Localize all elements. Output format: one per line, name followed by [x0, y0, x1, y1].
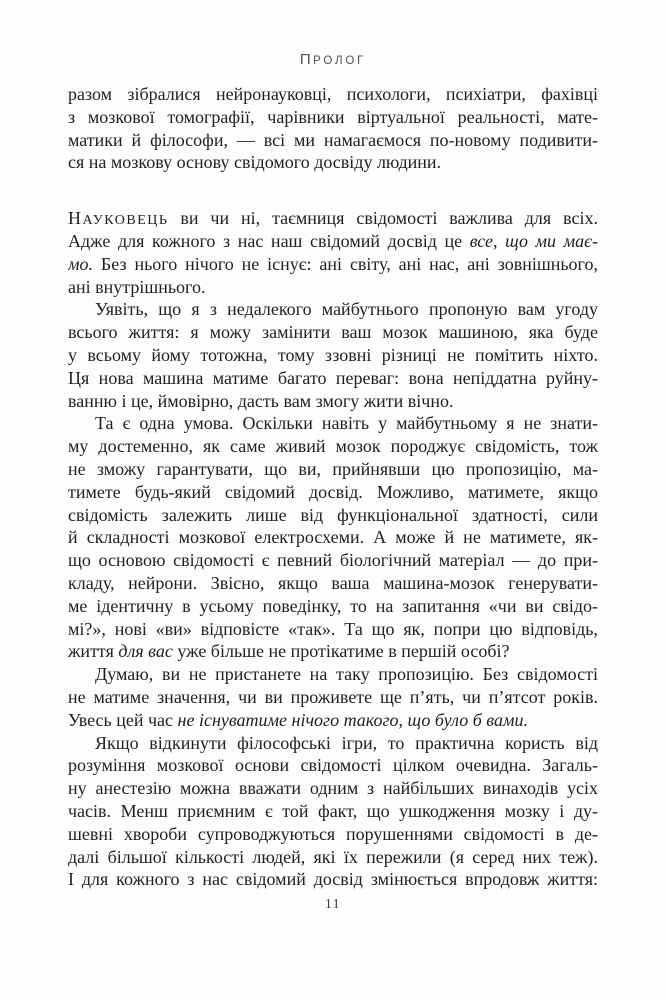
text-run: матики й філософи, — всі ми намагаємося по-новому подивити-	[68, 129, 598, 150]
text-run: ані внутрішнього.	[68, 276, 206, 297]
text-run: тимете будь-який свідомий досвід. Можливо, матимете, якщо	[68, 481, 598, 502]
text-line	[68, 640, 598, 663]
text-line	[68, 412, 598, 435]
text-run: ме ідентичну в усьому поведінку, то на запитання «чи ви свідо-	[68, 595, 598, 616]
text-run: всього життя: я можу замінити ваш мозок машиною, яка буде	[68, 322, 598, 343]
text-line	[68, 321, 598, 344]
text-run: Думаю, ви не пристанете на таку пропозицію. Без свідомості	[95, 664, 598, 685]
text-line	[68, 276, 598, 299]
text-line	[68, 435, 598, 458]
text-run: Ця нова машина матиме багато переваг: вона непіддатна руйну-	[68, 367, 598, 388]
running-header-rest: РОЛОГ	[313, 55, 367, 67]
text-run: Без нього нічого не існує: ані світу, ані нас, ані зовнішнього,	[93, 253, 598, 274]
italic-text-run: все, що ми має-	[469, 230, 598, 251]
text-line	[68, 686, 598, 709]
text-line	[68, 83, 598, 106]
paragraph	[68, 207, 598, 298]
text-run: му достеменно, як саме живий мозок породжує свідомість, тож	[68, 436, 598, 457]
text-run: Якщо відкинути філософські ігри, то практична користь від	[95, 732, 598, 753]
text-run: кладу, нейрони. Звісно, якщо ваша машина-мозок генерувати-	[68, 572, 598, 593]
text-line	[68, 663, 598, 686]
text-line	[68, 549, 598, 572]
text-run: у всьому йому тотожна, тому ззовні різниці не помітить ніхто.	[68, 344, 598, 365]
text-run: не зможу гарантувати, що ви, прийнявши цю пропозицію, ма-	[68, 458, 598, 479]
text-run: Увесь цей час	[68, 709, 178, 730]
italic-text-run: не існуватиме нічого такого, що було б вами.	[177, 709, 528, 730]
text-run: шевні хвороби супроводжуються порушеннями свідомості в де-	[68, 823, 598, 844]
text-run: життя	[68, 641, 119, 662]
text-line	[68, 846, 598, 869]
text-line	[68, 572, 598, 595]
page-number: 11	[325, 896, 341, 911]
italic-text-run: для вас	[118, 641, 173, 662]
text-run: розуміння мозкової основи свідомості цілком очевидна. Загаль-	[68, 755, 598, 776]
text-line	[68, 298, 598, 321]
text-line	[68, 823, 598, 846]
text-run: ванню і це, ймовірно, дасть вам змогу жити вічно.	[68, 390, 454, 411]
text-line	[68, 504, 598, 527]
smallcaps-text-run: АУКОВЕЦЬ	[82, 213, 169, 229]
text-line	[68, 481, 598, 504]
text-line	[68, 800, 598, 823]
text-run: Уявіть, що я з недалекого майбутнього пропоную вам угоду	[95, 299, 598, 320]
text-run: з мозкової томографії, чарівники віртуальної реальності, мате-	[68, 106, 598, 127]
paragraph	[68, 412, 598, 663]
paragraph	[68, 663, 598, 731]
text-run: мі?», нові «ви» відповісте «так». Та що як, попри цю відповідь,	[68, 618, 598, 639]
text-line	[68, 868, 598, 891]
text-line	[68, 106, 598, 129]
text-run: ся на мозкову основу свідомого досвіду людини.	[68, 152, 442, 173]
text-run: ви чи ні, таємниця свідомості важлива для всіх.	[168, 208, 598, 229]
text-line	[68, 777, 598, 800]
text-run: разом зібралися нейронауковці, психологи, психіатри, фахівці	[68, 84, 598, 104]
paragraph	[68, 298, 598, 412]
text-line	[68, 230, 598, 253]
text-line	[68, 754, 598, 777]
text-run: далі більшої кількості людей, які їх пережили (я серед них теж).	[68, 846, 598, 867]
text-run: не матиме значення, чи ви проживете ще п’ять, чи п’ятсот років.	[68, 686, 598, 707]
text-run: часів. Менш приємним є той факт, що ушкодження мозку і ду-	[68, 800, 598, 821]
body-text-block	[68, 83, 598, 891]
text-line	[68, 618, 598, 641]
running-header	[0, 51, 666, 69]
text-run: й складності мозкової електросхеми. А може й не матимете, як-	[68, 527, 598, 548]
text-run: Та є одна умова. Оскільки навіть у майбутньому я не знати-	[95, 413, 598, 434]
text-line	[68, 207, 598, 230]
text-line	[68, 709, 598, 732]
text-line	[68, 458, 598, 481]
text-line	[68, 253, 598, 276]
text-run: Адже для кожного з нас наш свідомий досвід це	[68, 230, 470, 251]
text-line	[68, 732, 598, 755]
text-run: уже більше не протікатиме в першій особі?	[172, 641, 510, 662]
text-line	[68, 595, 598, 618]
paragraph	[68, 83, 598, 174]
running-header-lead: П	[299, 51, 314, 68]
text-line	[68, 129, 598, 152]
text-run: свідомість залежить лише від функціональної здатності, сили	[68, 504, 598, 525]
text-line	[68, 367, 598, 390]
paragraph	[68, 732, 598, 892]
text-run: що основою свідомості є певний біологічний матеріал — до при-	[68, 550, 598, 571]
text-line	[68, 526, 598, 549]
text-line	[68, 390, 598, 413]
text-run: І для кожного з нас свідомий досвід змінюється впродовж життя:	[68, 869, 598, 890]
text-line	[68, 151, 598, 174]
italic-text-run: мо.	[68, 253, 93, 274]
smallcaps-text-run: Н	[68, 208, 83, 229]
text-line	[68, 344, 598, 367]
text-run: ну анестезію можна вважати одним з найбільших винаходів усіх	[68, 778, 598, 799]
